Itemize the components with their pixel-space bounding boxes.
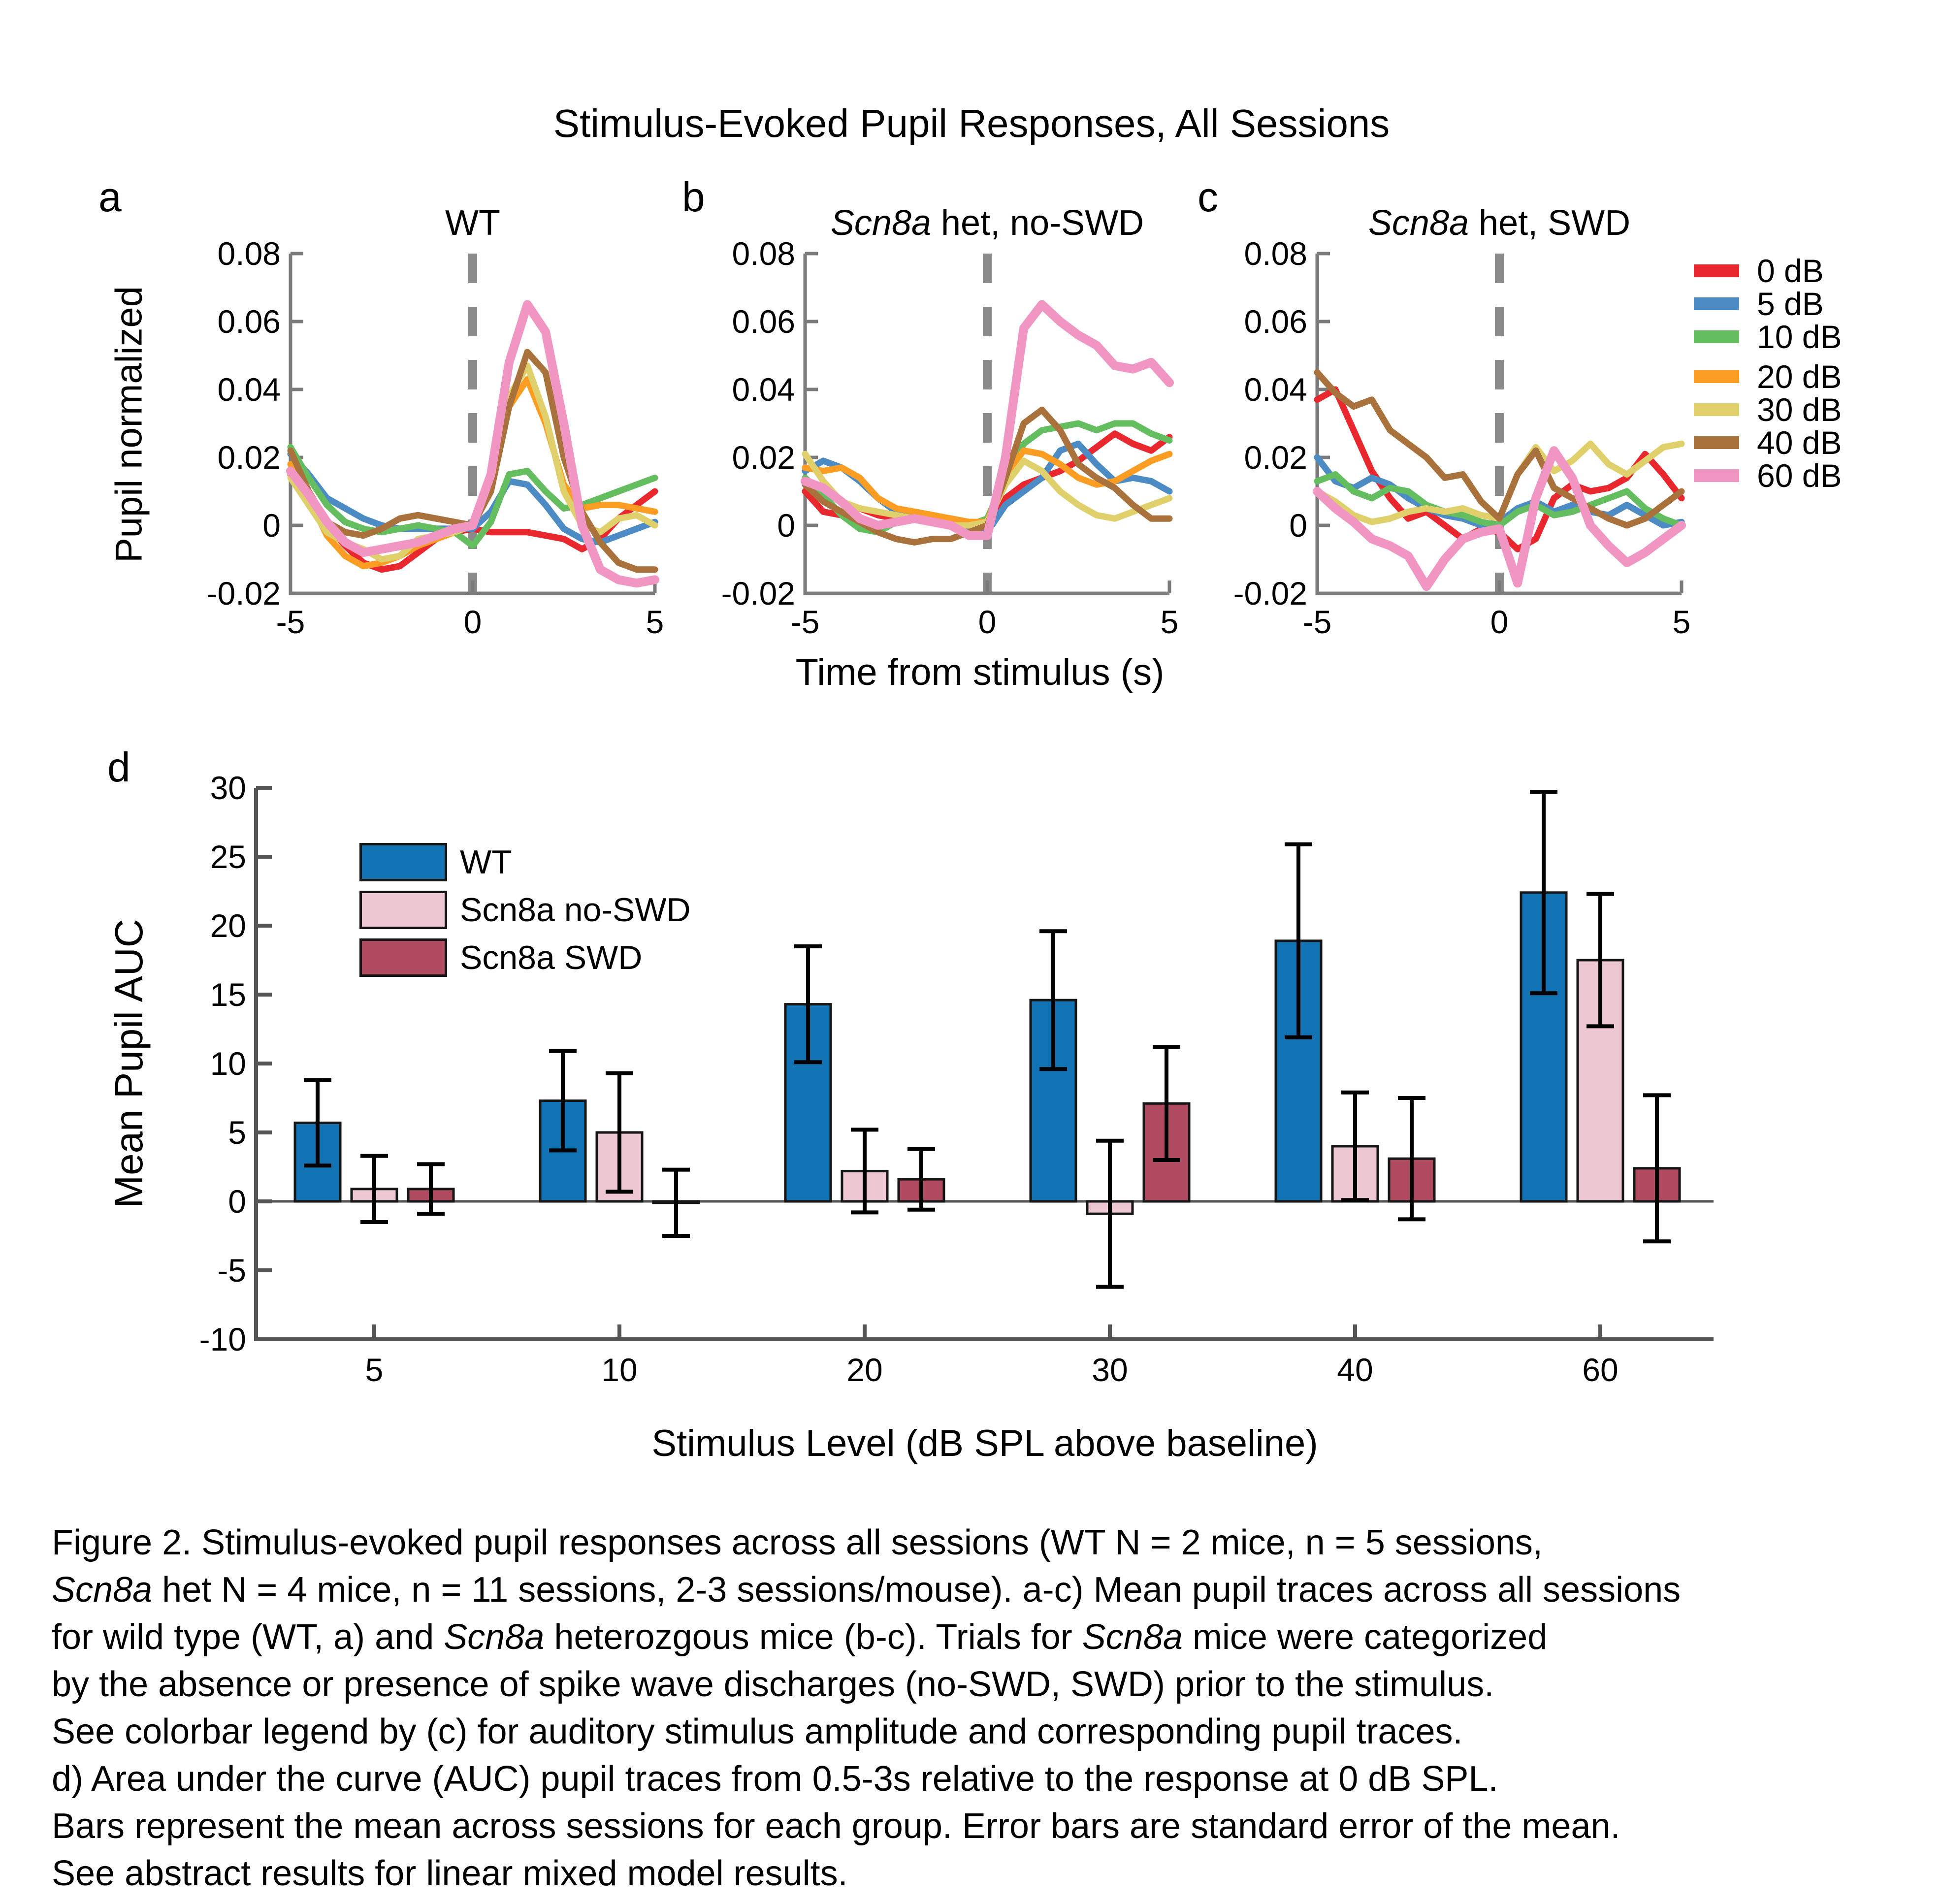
legend-label-10dB: 10 dB bbox=[1757, 319, 1842, 355]
xtick-label-c-5: 5 bbox=[1672, 604, 1691, 640]
ytick-label-d-15: 15 bbox=[210, 976, 246, 1013]
panel-title-c-seg-0: Scn8a bbox=[1368, 203, 1469, 243]
ytick-label-b-0.06: 0.06 bbox=[732, 303, 795, 340]
caption-line-5-seg-0: See colorbar legend by (c) for auditory stimulus amplitude and corresponding pupil traces. bbox=[52, 1712, 1463, 1751]
bar-legend-label-WT: WT bbox=[460, 843, 512, 881]
xtick-label-d-10: 10 bbox=[601, 1352, 638, 1388]
legend-label-0dB: 0 dB bbox=[1757, 253, 1824, 289]
caption-line-3-seg-4: mice were categorized bbox=[1182, 1617, 1548, 1657]
legend-label-60dB: 60 dB bbox=[1757, 457, 1842, 494]
legend-label-40dB: 40 dB bbox=[1757, 424, 1842, 461]
bar-legend-swatch-WT bbox=[359, 843, 447, 881]
legend-swatch-0dB bbox=[1694, 264, 1739, 277]
line-legend-row-60dB bbox=[1694, 457, 1842, 494]
ytick-label-a-0.06: 0.06 bbox=[217, 303, 281, 340]
bar-legend-swatch-Scn8aSWD bbox=[359, 938, 447, 977]
caption-line-1 bbox=[52, 1519, 1933, 1566]
line-legend-row-30dB bbox=[1694, 391, 1842, 428]
xtick-label-d-60: 60 bbox=[1582, 1352, 1619, 1388]
figure-caption bbox=[52, 1519, 1933, 1897]
line-legend-row-20dB bbox=[1694, 358, 1842, 395]
ytick-label-c-0.02: 0.02 bbox=[1244, 439, 1307, 476]
xtick-label-c--5: -5 bbox=[1302, 604, 1332, 640]
legend-swatch-10dB bbox=[1694, 330, 1739, 343]
legend-label-30dB: 30 dB bbox=[1757, 391, 1842, 428]
panel-letter-b: b bbox=[682, 174, 705, 220]
ytick-label-a-0: 0 bbox=[262, 507, 281, 544]
caption-line-6-seg-0: d) Area under the curve (AUC) pupil traces from 0.5-3s relative to the response at 0 dB SPL. bbox=[52, 1759, 1498, 1799]
bar-legend-swatch-Scn8ano-SWD bbox=[359, 891, 447, 929]
ytick-label-b-0: 0 bbox=[777, 507, 795, 544]
ytick-label-d--10: -10 bbox=[199, 1321, 246, 1357]
caption-line-1-seg-0: Figure 2. Stimulus-evoked pupil responses across all sessions (WT N = 2 mice, n = 5 sessions, bbox=[52, 1523, 1543, 1562]
caption-line-3-seg-0: for wild type (WT, a) and bbox=[52, 1617, 444, 1657]
line-legend-row-0dB bbox=[1694, 252, 1824, 290]
ytick-label-c-0: 0 bbox=[1289, 507, 1307, 544]
caption-line-2-seg-1: het N = 4 mice, n = 11 sessions, 2-3 sessions/mouse). a-c) Mean pupil traces across all sessions bbox=[152, 1570, 1681, 1610]
bar-legend-row-WT bbox=[359, 843, 512, 881]
panel-title-b-seg-1: het, no-SWD bbox=[931, 203, 1144, 243]
caption-line-4 bbox=[52, 1661, 1933, 1708]
xtick-label-a-0: 0 bbox=[463, 604, 482, 640]
xtick-label-d-40: 40 bbox=[1337, 1352, 1373, 1388]
legend-swatch-30dB bbox=[1694, 403, 1739, 416]
caption-line-3-seg-1: Scn8a bbox=[444, 1617, 545, 1657]
caption-line-4-seg-0: by the absence or presence of spike wave discharges (no-SWD, SWD) prior to the stimulus. bbox=[52, 1665, 1494, 1704]
ytick-label-d-20: 20 bbox=[210, 907, 246, 944]
panel-title-b-seg-0: Scn8a bbox=[830, 203, 932, 243]
xtick-label-d-5: 5 bbox=[365, 1352, 384, 1388]
ytick-label-b--0.02: -0.02 bbox=[721, 575, 795, 612]
line-legend-row-10dB bbox=[1694, 318, 1842, 355]
ytick-label-d-25: 25 bbox=[210, 839, 246, 875]
ytick-label-c--0.02: -0.02 bbox=[1233, 575, 1307, 612]
ytick-label-c-0.04: 0.04 bbox=[1244, 371, 1307, 408]
x-axis-label-stimulus: Stimulus Level (dB SPL above baseline) bbox=[651, 1422, 1318, 1464]
y-axis-label-auc: Mean Pupil AUC bbox=[107, 919, 151, 1208]
y-axis-label-pupil: Pupil normalized bbox=[108, 286, 150, 563]
panel-title-b bbox=[831, 203, 1144, 243]
panel-title-c-seg-1: het, SWD bbox=[1469, 203, 1631, 243]
panel-letter-a: a bbox=[98, 174, 122, 220]
caption-line-3 bbox=[52, 1614, 1933, 1661]
caption-line-8-seg-0: See abstract results for linear mixed model results. bbox=[52, 1854, 848, 1893]
ytick-label-a-0.08: 0.08 bbox=[217, 235, 281, 272]
bar-legend-label-Scn8aSWD: Scn8a SWD bbox=[460, 939, 643, 976]
xtick-label-d-20: 20 bbox=[846, 1352, 883, 1388]
xtick-label-b-5: 5 bbox=[1160, 604, 1179, 640]
xtick-label-b-0: 0 bbox=[978, 604, 997, 640]
ytick-label-d-5: 5 bbox=[228, 1114, 246, 1151]
legend-swatch-20dB bbox=[1694, 370, 1739, 383]
ytick-label-d-0: 0 bbox=[228, 1183, 246, 1220]
line-legend-row-5dB bbox=[1694, 285, 1824, 323]
legend-label-20dB: 20 dB bbox=[1757, 358, 1842, 395]
caption-line-2-seg-0: Scn8a bbox=[52, 1570, 153, 1610]
xtick-label-c-0: 0 bbox=[1490, 604, 1509, 640]
legend-swatch-5dB bbox=[1694, 297, 1739, 310]
ytick-label-a-0.02: 0.02 bbox=[217, 439, 281, 476]
panel-letter-d: d bbox=[107, 744, 130, 790]
caption-line-5 bbox=[52, 1708, 1933, 1755]
bar-legend-label-Scn8ano-SWD: Scn8a no-SWD bbox=[460, 891, 691, 929]
caption-line-7-seg-0: Bars represent the mean across sessions for each group. Error bars are standard error of the mean. bbox=[52, 1807, 1620, 1846]
ytick-label-a--0.02: -0.02 bbox=[206, 575, 281, 612]
panel-letter-c: c bbox=[1198, 174, 1218, 220]
ytick-label-b-0.02: 0.02 bbox=[732, 439, 795, 476]
panel-title-a bbox=[445, 203, 500, 243]
ytick-label-a-0.04: 0.04 bbox=[217, 371, 281, 408]
xtick-label-a-5: 5 bbox=[646, 604, 664, 640]
figure-title: Stimulus-Evoked Pupil Responses, All Sessions bbox=[553, 101, 1390, 145]
caption-line-8 bbox=[52, 1850, 1933, 1897]
line-legend-row-40dB bbox=[1694, 424, 1842, 461]
ytick-label-c-0.06: 0.06 bbox=[1244, 303, 1307, 340]
ytick-label-d-10: 10 bbox=[210, 1045, 246, 1082]
bar-legend-row-Scn8aSWD bbox=[359, 938, 642, 977]
xtick-label-b--5: -5 bbox=[790, 604, 820, 640]
caption-line-7 bbox=[52, 1803, 1933, 1850]
bar-legend-row-Scn8ano-SWD bbox=[359, 891, 691, 929]
caption-line-2 bbox=[52, 1566, 1933, 1614]
ytick-label-b-0.08: 0.08 bbox=[732, 235, 795, 272]
panel-title-c bbox=[1368, 203, 1630, 243]
ytick-label-d-30: 30 bbox=[210, 770, 246, 806]
panel-title-a-seg-0: WT bbox=[445, 203, 500, 243]
caption-line-3-seg-2: heterozgous mice (b-c). Trials for bbox=[544, 1617, 1082, 1657]
legend-label-5dB: 5 dB bbox=[1757, 286, 1824, 322]
x-axis-label-time: Time from stimulus (s) bbox=[795, 651, 1165, 693]
legend-swatch-40dB bbox=[1694, 436, 1739, 449]
xtick-label-a--5: -5 bbox=[276, 604, 305, 640]
legend-swatch-60dB bbox=[1694, 469, 1739, 482]
caption-line-6 bbox=[52, 1755, 1933, 1803]
xtick-label-d-30: 30 bbox=[1092, 1352, 1128, 1388]
ytick-label-b-0.04: 0.04 bbox=[732, 371, 795, 408]
ytick-label-c-0.08: 0.08 bbox=[1244, 235, 1307, 272]
ytick-label-d--5: -5 bbox=[217, 1252, 246, 1289]
caption-line-3-seg-3: Scn8a bbox=[1082, 1617, 1183, 1657]
